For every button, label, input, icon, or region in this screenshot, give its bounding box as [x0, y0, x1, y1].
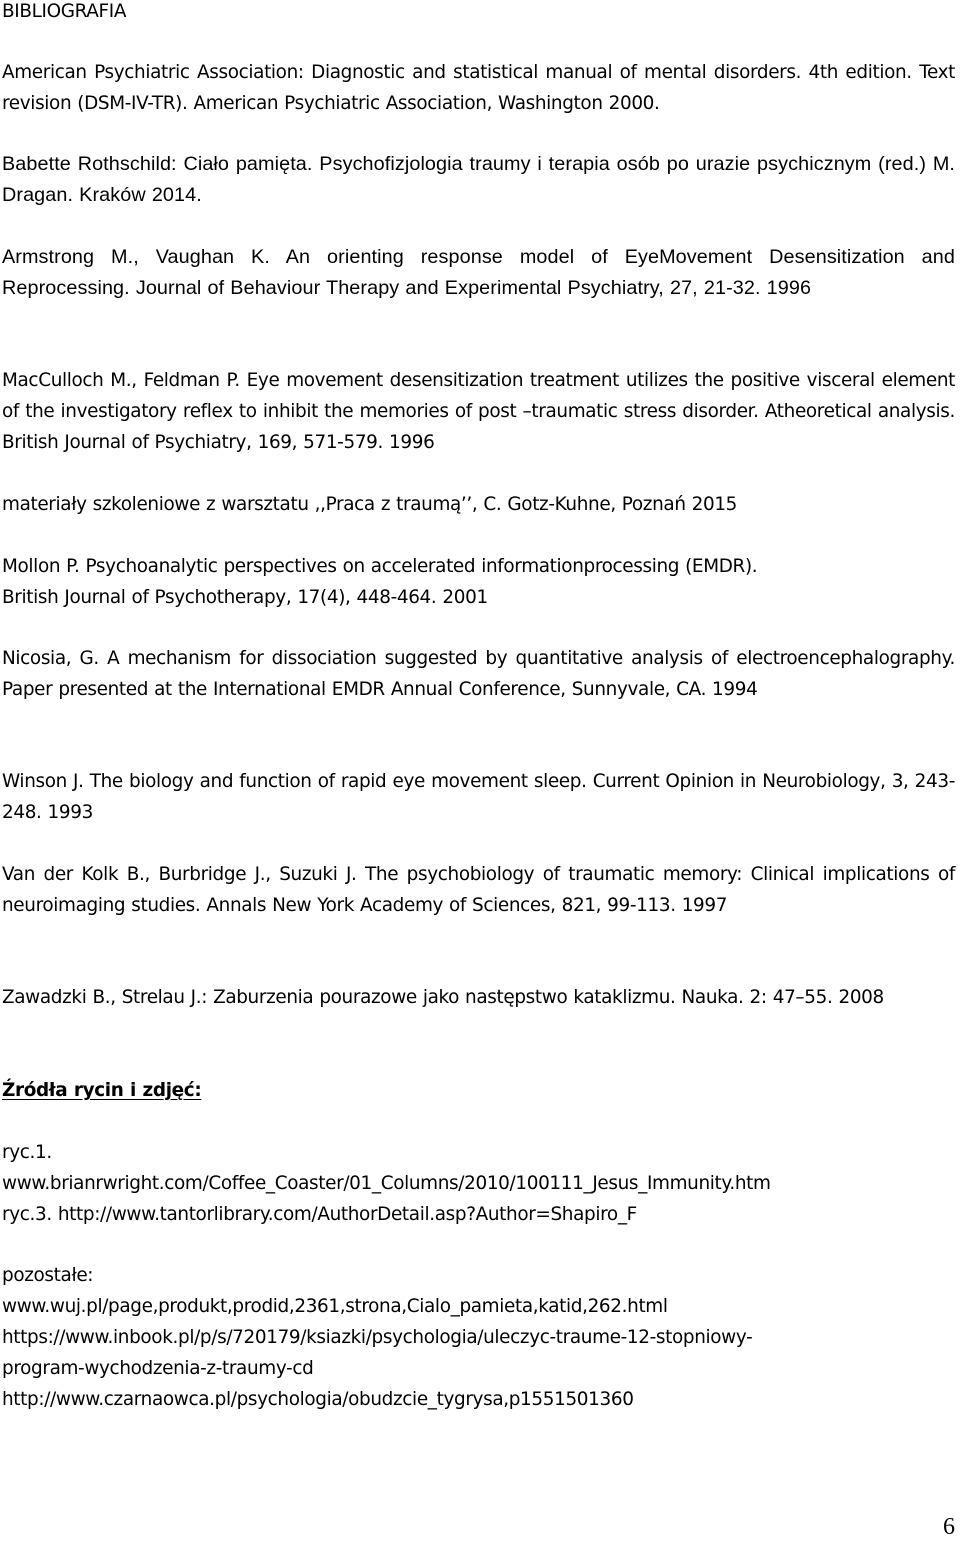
- reference-mollon: [2, 551, 955, 613]
- reference-mollon-line-2: British Journal of Psychotherapy, 17(4), 448-464. 2001: [2, 587, 488, 608]
- reference-macculloch: MacCulloch M., Feldman P. Eye movement desensitization treatment utilizes the positive visceral element of the investigatory reflex to inhibit the memories of post –traumatic stress disorder. Atheoretical analysis. British Journal of Psychiatry, 169, 571-579. 1996: [2, 370, 955, 453]
- figure-source-url-1[interactable]: www.brianrwright.com/Coffee_Coaster/01_Columns/2010/100111_Jesus_Immunity.htm: [2, 1173, 771, 1194]
- reference-armstrong-text: Armstrong M., Vaughan K. An orienting response model of EyeMovement Desensitization and Reprocessing. Journal of Behaviour Therapy and Experimental Psychiatry, 27, 21-32. 1996: [2, 246, 955, 299]
- reference-rothschild: Babette Rothschild: Ciało pamięta. Psychofizjologia traumy i terapia osób po urazie psychicznym (red.) M. Dragan. Kraków 2014.: [2, 153, 955, 206]
- figure-sources: [2, 1137, 955, 1230]
- other-source-url-1[interactable]: www.wuj.pl/page,produkt,prodid,2361,strona,Cialo_pamieta,katid,262.html: [2, 1296, 668, 1317]
- reference-mollon-line-1: Mollon P. Psychoanalytic perspectives on accelerated informationprocessing (EMDR).: [2, 556, 758, 577]
- reference-van-der-kolk: Van der Kolk B., Burbridge J., Suzuki J. The psychobiology of traumatic memory: Clinical implications of neuroimaging studies. Annals New York Academy of Sciences, 821, 99-113. 1997: [2, 864, 955, 916]
- reference-winson: Winson J. The biology and function of rapid eye movement sleep. Current Opinion in Neurobiology, 3, 243-248. 1993: [2, 771, 955, 823]
- reference-zawadzki: Zawadzki B., Strelau J.: Zaburzenia pourazowe jako następstwo kataklizmu. Nauka. 2: 47–55. 2008: [2, 987, 884, 1008]
- page-number: 6: [943, 1514, 955, 1540]
- other-source-url-2-part-1[interactable]: https://www.inbook.pl/p/s/720179/ksiazki/psychologia/uleczyc-traume-12-stopniowy-: [2, 1327, 753, 1348]
- figure-source-line-1: ryc.1.: [2, 1142, 52, 1163]
- other-sources-label: pozostałe:: [2, 1265, 94, 1286]
- other-source-url-2-part-2[interactable]: program-wychodzenia-z-traumy-cd: [2, 1358, 314, 1379]
- reference-training-materials: materiały szkoleniowe z warsztatu ,,Praca z traumą’’, C. Gotz-Kuhne, Poznań 2015: [2, 494, 738, 515]
- reference-armstrong: [2, 242, 955, 304]
- sources-heading-text: Źródła rycin i zdjęć:: [2, 1080, 202, 1101]
- reference-nicosia: Nicosia, G. A mechanism for dissociation suggested by quantitative analysis of electroencephalography. Paper presented at the International EMDR Annual Conference, Sunnyvale, CA. 1994: [2, 648, 955, 700]
- reference-apa: American Psychiatric Association: Diagnostic and statistical manual of mental disorders. 4th edition. Text revision (DSM-IV-TR). American Psychiatric Association, Washington 2000.: [2, 62, 955, 114]
- bibliography-heading: BIBLIOGRAFIA: [2, 1, 127, 22]
- other-sources: [2, 1260, 955, 1415]
- figure-source-line-3[interactable]: ryc.3. http://www.tantorlibrary.com/AuthorDetail.asp?Author=Shapiro_F: [2, 1204, 637, 1225]
- other-source-url-3[interactable]: http://www.czarnaowca.pl/psychologia/obudzcie_tygrysa,p1551501360: [2, 1389, 634, 1410]
- sources-heading: [2, 1075, 955, 1106]
